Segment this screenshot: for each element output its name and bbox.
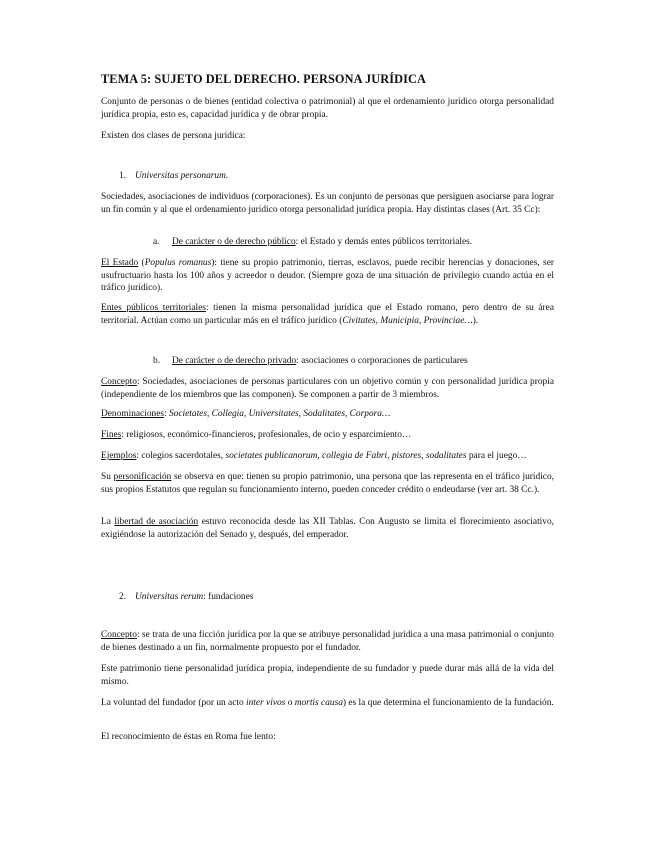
fundacion-concepto-text: : se trata de una ficción jurídica por la que se atribuye personalidad jurídica a una masa patrimonial o conjunto de bienes destinado a un fin, normalmente propuesto por el fundador.	[101, 630, 554, 653]
subsection-a-label: De carácter o de derecho público	[172, 237, 296, 247]
voluntad-paragraph: La voluntad del fundador (por un acto inter vivos o mortis causa) es la que determina el funcionamiento de la fundación.	[101, 698, 554, 708]
section2-title-italic: Universitas rerum	[135, 592, 204, 602]
ejemplos-label: Ejemplos	[101, 451, 137, 461]
inter-vivos-italic: inter vivos	[246, 698, 286, 708]
estado-text: ): tiene su propio patrimonio, tierras, esclavos, puede recibir herencias y donaciones, ser usufructuario hasta los 100 años y acreedor o deudor. (Siempre goza de una situación de privilegio cuando actúa en el tráfico jurídico).	[101, 258, 554, 293]
fines-paragraph	[101, 429, 554, 442]
entes-paragraph: Entes públicos territoriales: tienen la misma personalidad jurídica que el Estado romano, pero dentro de su área territorial. Actúan como un particular más en el tráfico jurídico (Civitates, Municipia, Provinciae…).	[101, 303, 554, 326]
entes-italic: Civitates, Municipia, Provinciae…	[342, 315, 473, 326]
fines-label: Fines	[101, 430, 122, 440]
denominaciones-label: Denominaciones	[101, 409, 165, 419]
intro-paragraph: Conjunto de personas o de bienes (entidad colectiva o patrimonial) al que el ordenamiento jurídico otorga personalidad jurídica propia, esto es, capacidad jurídica y de obrar propia.	[101, 97, 554, 120]
section2-number: 2.	[119, 592, 127, 602]
subsection-b-text: : asociaciones o corporaciones de particulares	[296, 356, 468, 366]
personificacion-label: personificación	[113, 472, 172, 482]
page-title: TEMA 5: SUJETO DEL DERECHO. PERSONA JURÍDICA	[101, 72, 426, 86]
personificacion-text: se observa en que: tienen su propio patrimonio, una persona que las representa en el tráfico jurídico, sus propios Estatutos que regulan su funcionamiento interno, pueden conceder crédito o endeudarse (ver art. 38 Cc.).	[101, 472, 554, 495]
subsection-a-letter: a.	[153, 237, 160, 247]
ejemplos-text: : colegios sacerdotales,	[136, 451, 226, 461]
reconocimiento-paragraph: El reconocimiento de éstas en Roma fue lento:	[101, 732, 276, 742]
section1-description: Sociedades, asociaciones de individuos (corporaciones). Es un conjunto de personas que persiguen asociarse para lograr un fin común y al que el ordenamiento jurídico otorga personalidad jurídica propia. Hay distintas clases (Art. 35 Cc):	[101, 192, 554, 215]
estado-label: El Estado	[101, 258, 139, 268]
classes-intro: Existen dos clases de persona jurídica:	[101, 131, 246, 141]
libertad-paragraph: La libertad de asociación estuvo reconocida desde las XII Tablas. Con Augusto se limita el florecimiento asociativo, exigiéndose la autorización del Senado y, después, del emperador.	[101, 517, 554, 540]
personificacion-paragraph: Su personificación se observa en que: tienen su propio patrimonio, una persona que las representa en el tráfico jurídico, sus propios Estatutos que regulan su funcionamiento interno, pueden conceder crédito o endeudarse (ver art. 38 Cc.).	[101, 472, 554, 495]
subsection-b-label: De carácter o de derecho privado	[172, 356, 297, 366]
mortis-causa-italic: mortis causa	[294, 698, 343, 708]
section1-number: 1.	[119, 171, 127, 181]
concepto-paragraph	[101, 376, 554, 401]
ejemplos-paragraph: Ejemplos: colegios sacerdotales, societates publicanorum, collegia de Fabri, pistores, sodalitates para el juego…	[101, 451, 527, 461]
subsection-a	[153, 236, 554, 249]
subsection-b	[153, 355, 554, 368]
denominaciones-paragraph: Denominaciones: Societates, Collegia, Universitates, Sodalitates, Corpora…	[101, 409, 391, 419]
estado-italic: Populus romanus	[144, 258, 212, 268]
entes-label: Entes públicos territoriales	[101, 303, 206, 313]
section1-title: Universitas personarum.	[135, 171, 229, 181]
section2-title	[135, 591, 253, 604]
concepto-text: : Sociedades, asociaciones de personas particulares con un objetivo común y con personalidad jurídica propia (independiente de los miembros que las componen). Se componen a partir de 3 miembros.	[101, 377, 554, 400]
section2-title-rest: : fundaciones	[203, 592, 254, 602]
subsection-b-letter: b.	[153, 356, 161, 366]
estado-paragraph: El Estado (Populus romanus): tiene su propio patrimonio, tierras, esclavos, puede recibir herencias y donaciones, ser usufructuario hasta los 100 años y acreedor o deudor. (Siempre goza de una situación de privilegio cuando actúa en el tráfico jurídico).	[101, 258, 554, 293]
fundacion-concepto-label: Concepto	[101, 630, 137, 640]
fundacion-concepto-paragraph	[101, 629, 554, 654]
patrimonio-paragraph: Este patrimonio tiene personalidad jurídica propia, independiente de su fundador y puede durar más allá de la vida del mismo.	[101, 664, 554, 687]
libertad-text: estuvo reconocida desde las XII Tablas. Con Augusto se limita el florecimiento asociativo, exigiéndose la autorización del Senado y, después, del emperador.	[101, 517, 554, 540]
libertad-label: libertad de asociación	[114, 517, 199, 527]
concepto-label: Concepto	[101, 377, 137, 387]
denominaciones-italic: Societates, Collegia, Universitates, Sodalitates, Corpora…	[168, 409, 391, 419]
fines-text: : religiosos, económico-financieros, profesionales, de ocio y esparcimiento…	[121, 430, 412, 440]
subsection-a-text: : el Estado y demás entes públicos territoriales.	[295, 237, 473, 247]
entes-text: : tienen la misma personalidad jurídica que el Estado romano, pero dentro de su área territorial. Actúan como un particular más en el tráfico jurídico (	[101, 303, 554, 326]
ejemplos-italic: societates publicanorum, collegia de Fabri, pistores, sodalitates	[225, 451, 467, 461]
